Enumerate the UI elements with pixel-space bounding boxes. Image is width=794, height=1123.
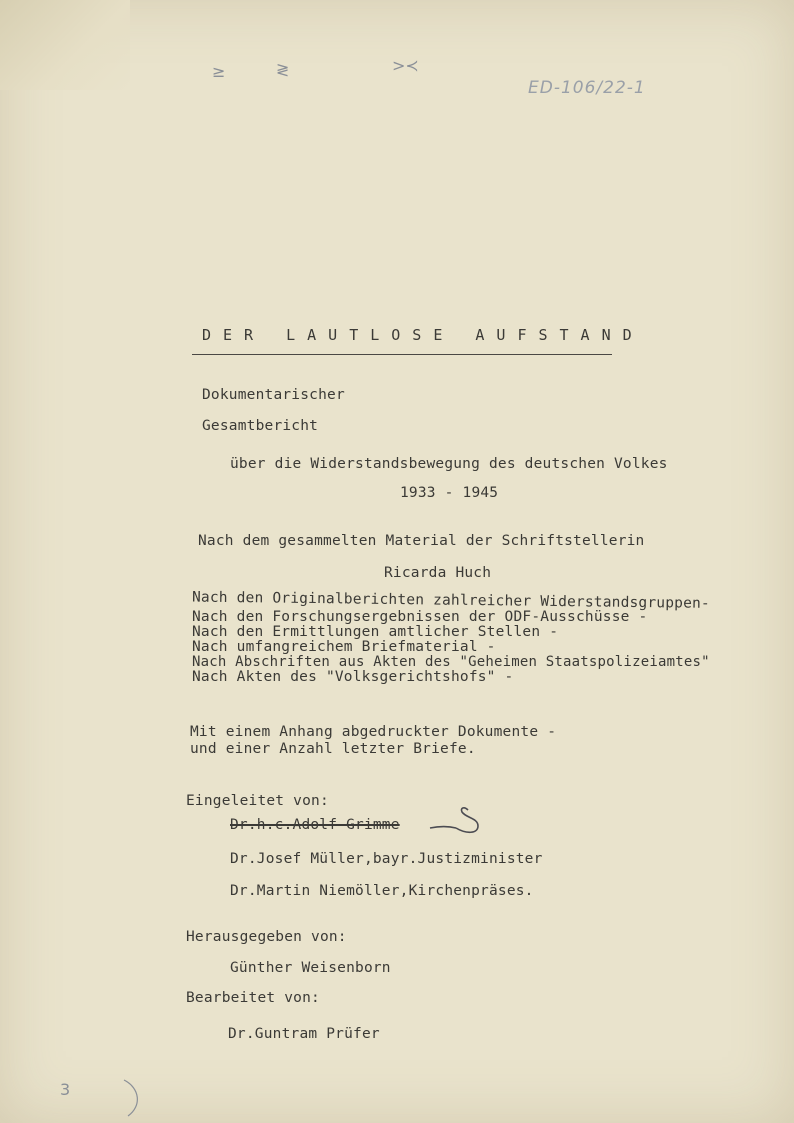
source-item: Nach den Originalberichten zahlreicher Widerstandsgruppen- — [191, 589, 711, 612]
subtitle-line: über die Widerstandsbewegung des deutschen Volkes — [230, 456, 668, 472]
material-author: Ricarda Huch — [384, 565, 492, 581]
pencil-mark: ≷ — [276, 60, 290, 79]
intro-label: Eingeleitet von: — [186, 793, 329, 809]
subtitle-line: Gesamtbericht — [202, 418, 319, 434]
sources-list — [191, 589, 762, 685]
pencil-mark: >≺ — [392, 56, 419, 75]
source-item: Nach Abschriften aus Akten des "Geheimen Staatspolizeiamtes" — [192, 654, 710, 670]
archive-reference: ED-106/22-1 — [528, 78, 646, 98]
subtitle-line: Dokumentarischer — [202, 387, 345, 403]
adapter-label: Bearbeitet von: — [186, 990, 320, 1006]
editor-label: Herausgegeben von: — [186, 929, 347, 945]
material-line: Nach dem gesammelten Material der Schriftstellerin — [198, 533, 645, 549]
source-item: Nach umfangreichem Briefmaterial - — [192, 639, 496, 655]
intro-name: Dr.Martin Niemöller,Kirchenpräses. — [230, 883, 534, 899]
source-item: Nach den Ermittlungen amtlicher Stellen - — [192, 624, 559, 640]
title-underline — [192, 354, 612, 355]
pencil-bracket-mark — [118, 1078, 152, 1118]
appendix-line: und einer Anzahl letzter Briefe. — [190, 741, 476, 757]
page-corner-wear — [0, 0, 130, 90]
pencil-mark: 3 — [60, 1080, 71, 1099]
source-item: Nach den Forschungsergebnissen der ODF-Ausschüsse - — [192, 609, 648, 625]
document-title: DER LAUTLOSE AUFSTAND — [202, 326, 644, 344]
pencil-mark: ≥ — [212, 62, 226, 81]
appendix-line: Mit einem Anhang abgedruckter Dokumente - — [190, 724, 557, 740]
adapter-name: Dr.Guntram Prüfer — [228, 1026, 380, 1042]
handwritten-initial-mark — [426, 804, 486, 840]
subtitle-years: 1933 - 1945 — [400, 485, 499, 501]
source-item: Nach Akten des "Volksgerichtshofs" - — [192, 669, 514, 685]
intro-name: Dr.Josef Müller,bayr.Justizminister — [230, 851, 543, 867]
editor-name: Günther Weisenborn — [230, 960, 391, 976]
intro-struck-name: Dr.h.c.Adolf Grimme — [230, 817, 400, 833]
